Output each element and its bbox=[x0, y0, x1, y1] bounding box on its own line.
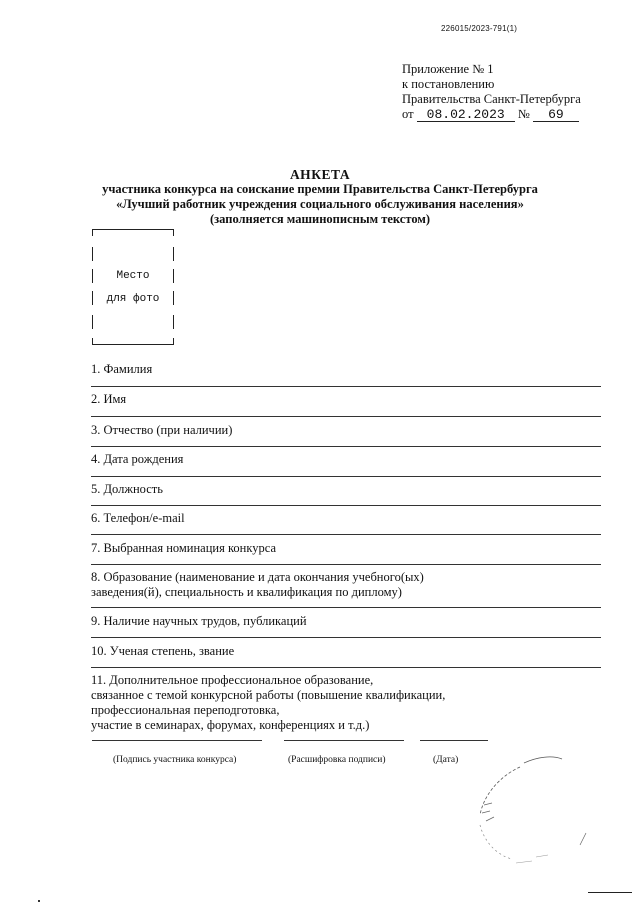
field-phone-email: 6. Телефон/e-mail bbox=[91, 511, 185, 525]
field-degree: 10. Ученая степень, звание bbox=[91, 644, 235, 658]
page-edge-mark bbox=[588, 892, 632, 893]
field-additional-2: связанное с темой конкурсной работы (повышение квалификации, bbox=[91, 688, 446, 702]
appendix-date: 08.02.2023 bbox=[417, 108, 515, 122]
title-heading: АНКЕТА bbox=[289, 167, 351, 182]
decode-caption: (Расшифровка подписи) bbox=[288, 755, 386, 765]
appendix-number: 69 bbox=[533, 108, 579, 122]
faint-stamp-mark bbox=[462, 745, 592, 875]
field-patronymic: 3. Отчество (при наличии) bbox=[91, 423, 233, 437]
field-position-line[interactable] bbox=[91, 505, 601, 506]
field-nomination: 7. Выбранная номинация конкурса bbox=[91, 541, 277, 555]
field-publications-line[interactable] bbox=[91, 637, 601, 638]
date-line[interactable] bbox=[420, 740, 488, 741]
field-surname-line[interactable] bbox=[91, 386, 601, 387]
signature-line[interactable] bbox=[92, 740, 262, 741]
field-additional-3: профессиональная переподготовка, bbox=[91, 703, 280, 717]
scan-dot bbox=[38, 900, 40, 902]
field-position: 5. Должность bbox=[91, 482, 163, 496]
photo-label-2: для фото bbox=[106, 293, 160, 305]
title-line-4: (заполняется машинописным текстом) bbox=[209, 212, 431, 226]
field-additional-1: 11. Дополнительное профессиональное образование, bbox=[91, 673, 374, 687]
document-id: 226015/2023-791(1) bbox=[441, 24, 518, 33]
appendix-date-row bbox=[402, 107, 581, 122]
field-nomination-line[interactable] bbox=[91, 564, 601, 565]
field-education-1: 8. Образование (наименование и дата окончания учебного(ых) bbox=[91, 570, 424, 584]
field-phone-email-line[interactable] bbox=[91, 534, 601, 535]
appendix-line-2: к постановлению bbox=[402, 77, 495, 91]
field-name: 2. Имя bbox=[91, 392, 127, 406]
field-surname: 1. Фамилия bbox=[91, 362, 153, 376]
field-birthdate: 4. Дата рождения bbox=[91, 452, 184, 466]
number-label: № bbox=[517, 107, 530, 121]
field-additional-4: участие в семинарах, форумах, конференциях и т.д.) bbox=[91, 718, 370, 732]
appendix-line-1: Приложение № 1 bbox=[402, 62, 494, 76]
from-label: от bbox=[402, 107, 414, 121]
date-caption: (Дата) bbox=[433, 755, 459, 765]
field-publications: 9. Наличие научных трудов, публикаций bbox=[91, 614, 307, 628]
photo-frame-top bbox=[92, 229, 174, 236]
photo-placeholder bbox=[92, 229, 174, 345]
field-education-2: заведения(й), специальность и квалификация по диплому) bbox=[91, 585, 402, 599]
field-patronymic-line[interactable] bbox=[91, 446, 601, 447]
form-title bbox=[0, 167, 640, 227]
decode-line[interactable] bbox=[284, 740, 404, 741]
title-line-2: участника конкурса на соискание премии Правительства Санкт-Петербурга bbox=[102, 182, 538, 196]
signature-caption: (Подпись участника конкурса) bbox=[113, 755, 237, 765]
field-degree-line[interactable] bbox=[91, 667, 601, 668]
field-birthdate-line[interactable] bbox=[91, 476, 601, 477]
photo-frame-bottom bbox=[92, 338, 174, 345]
appendix-header bbox=[402, 62, 581, 122]
field-education-line[interactable] bbox=[91, 607, 601, 608]
appendix-line-3: Правительства Санкт-Петербурга bbox=[402, 92, 581, 106]
title-line-3: «Лучший работник учреждения социального обслуживания населения» bbox=[116, 197, 524, 211]
photo-label-1: Место bbox=[116, 270, 150, 282]
field-name-line[interactable] bbox=[91, 416, 601, 417]
